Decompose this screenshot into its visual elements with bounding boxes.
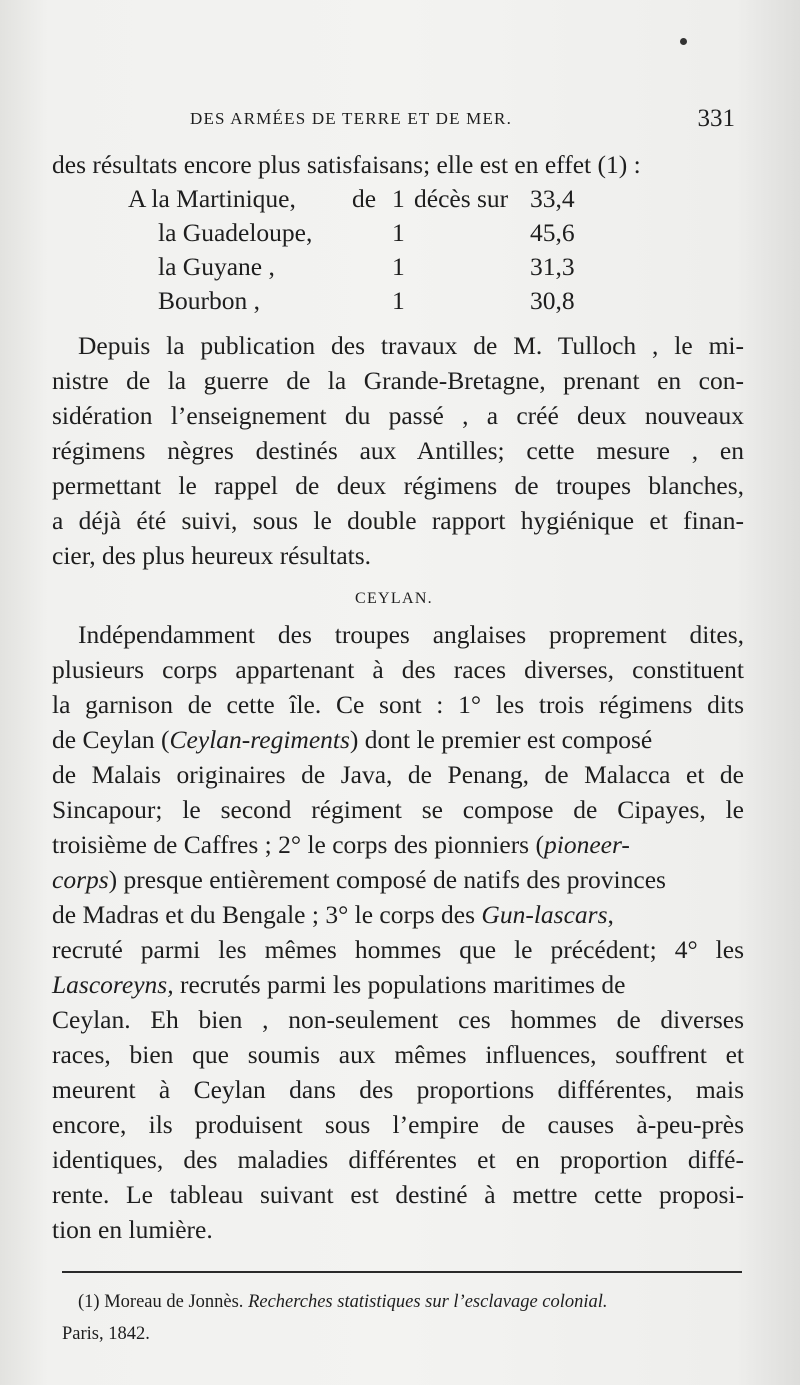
footnote-line (78, 1287, 608, 1317)
paragraph-line: tion en lumière. (52, 1215, 213, 1244)
text-run: ) presque entièrement composé de natifs des provinces (108, 865, 666, 894)
paragraph-line: recruté parmi les mêmes hommes que le précédent; 4° les (52, 935, 744, 964)
paragraph-line: a déjà été suivi, sous le double rapport hygiénique et finan- (52, 506, 744, 535)
paragraph-line: Ceylan. Eh bien , non-seulement ces hommes de diverses (52, 1005, 744, 1034)
paragraph-line: races, bien que soumis aux mêmes influences, souffrent et (52, 1040, 744, 1069)
mortality-table (0, 184, 800, 314)
paragraph-line: meurent à Ceylan dans des proportions différentes, mais (52, 1075, 744, 1104)
footnote-title: Recherches statistiques (248, 1292, 421, 1312)
italic-term: pioneer- (543, 830, 630, 859)
table-row-prefix: de (352, 184, 377, 213)
table-row-ratio: 33,4 (530, 184, 575, 213)
text-run: de Madras et du Bengale ; 3° le corps des (52, 900, 482, 929)
paragraph-line: permettant le rappel de deux régimens de troupes blanches, (52, 471, 744, 500)
paragraph-line (52, 830, 630, 860)
table-row-mid: décès sur (414, 184, 509, 213)
running-title: DES ARMÉES DE TERRE ET DE MER. (190, 109, 513, 128)
paragraph-line: sidération l’enseignement du passé , a créé deux nouveaux (52, 401, 744, 430)
paragraph-line (52, 725, 744, 755)
footnote-rule (62, 1271, 742, 1273)
paragraph-line: identiques, des maladies différentes et en proportion diffé- (52, 1145, 744, 1174)
ink-speck (680, 38, 687, 45)
paragraph-line: Sincapour; le second régiment se compose de Cipayes, le (52, 795, 744, 824)
footnote-title: l’esclavage colonial. (453, 1292, 608, 1312)
footnote-line: Paris, 1842. (62, 1324, 150, 1344)
running-head (190, 105, 735, 135)
text-run: de Ceylan ( (52, 725, 170, 754)
table-row-place: la Guadeloupe, (158, 218, 313, 247)
table-row-deaths: 1 (392, 218, 405, 247)
italic-term: Gun-lascars (481, 900, 608, 929)
paragraph-line (52, 970, 625, 1000)
paragraph-line (52, 865, 666, 895)
text-run: recrutés parmi les populations maritimes de (173, 970, 626, 999)
paragraph-line: encore, ils produisent sous l’empire de causes à-peu-près (52, 1110, 744, 1139)
table-row-ratio: 31,3 (530, 252, 575, 281)
table-row-ratio: 45,6 (530, 218, 575, 247)
table-row-place: A la Martinique, (128, 184, 296, 213)
section-title: CEYLAN. (355, 590, 433, 607)
table-row-ratio: 30,8 (530, 286, 575, 315)
paragraph-line: de Malais originaires de Java, de Penang, de Malacca et de (52, 760, 744, 789)
footnote-marker: (1) (78, 1292, 100, 1312)
italic-term: Ceylan-regiments (169, 725, 350, 754)
paragraph-line: régimens nègres destinés aux Antilles; cette mesure , en (52, 436, 744, 465)
page-number: 331 (697, 105, 735, 132)
paragraph-line: nistre de la guerre de la Grande-Bretagne, prenant en con- (52, 366, 744, 395)
paragraph-line: cier, des plus heureux résultats. (52, 541, 372, 570)
footnote-author: Moreau de Jonnès. (99, 1292, 249, 1312)
paragraph-line: plusieurs corps appartenant à des races diverses, constituent (52, 655, 744, 684)
table-row-deaths: 1 (392, 286, 405, 315)
table-row-place: la Guyane , (158, 252, 275, 281)
paragraph-line (52, 900, 614, 930)
table-row-deaths: 1 (392, 252, 405, 281)
intro-line: des résultats encore plus satisfaisans; elle est en effet (1) : (52, 150, 641, 179)
italic-term: corps (52, 865, 109, 894)
text-run: ) dont le premier est composé (349, 725, 653, 754)
paragraph-line: la garnison de cette île. Ce sont : 1° les trois régimens dits (52, 690, 744, 719)
paragraph-line: Depuis la publication des travaux de M. Tulloch , le mi- (78, 331, 744, 360)
footnote-title: sur (420, 1292, 454, 1312)
text-run: , (607, 900, 614, 929)
text-run: troisième de Caffres ; 2° le corps des pionniers ( (52, 830, 544, 859)
paragraph-line: rente. Le tableau suivant est destiné à mettre cette proposi- (52, 1180, 744, 1209)
table-row-deaths: 1 (392, 184, 405, 213)
paragraph-line: Indépendamment des troupes anglaises proprement dites, (78, 620, 744, 649)
italic-term: Lascoreyns, (52, 970, 174, 999)
table-row-place: Bourbon , (158, 286, 260, 315)
